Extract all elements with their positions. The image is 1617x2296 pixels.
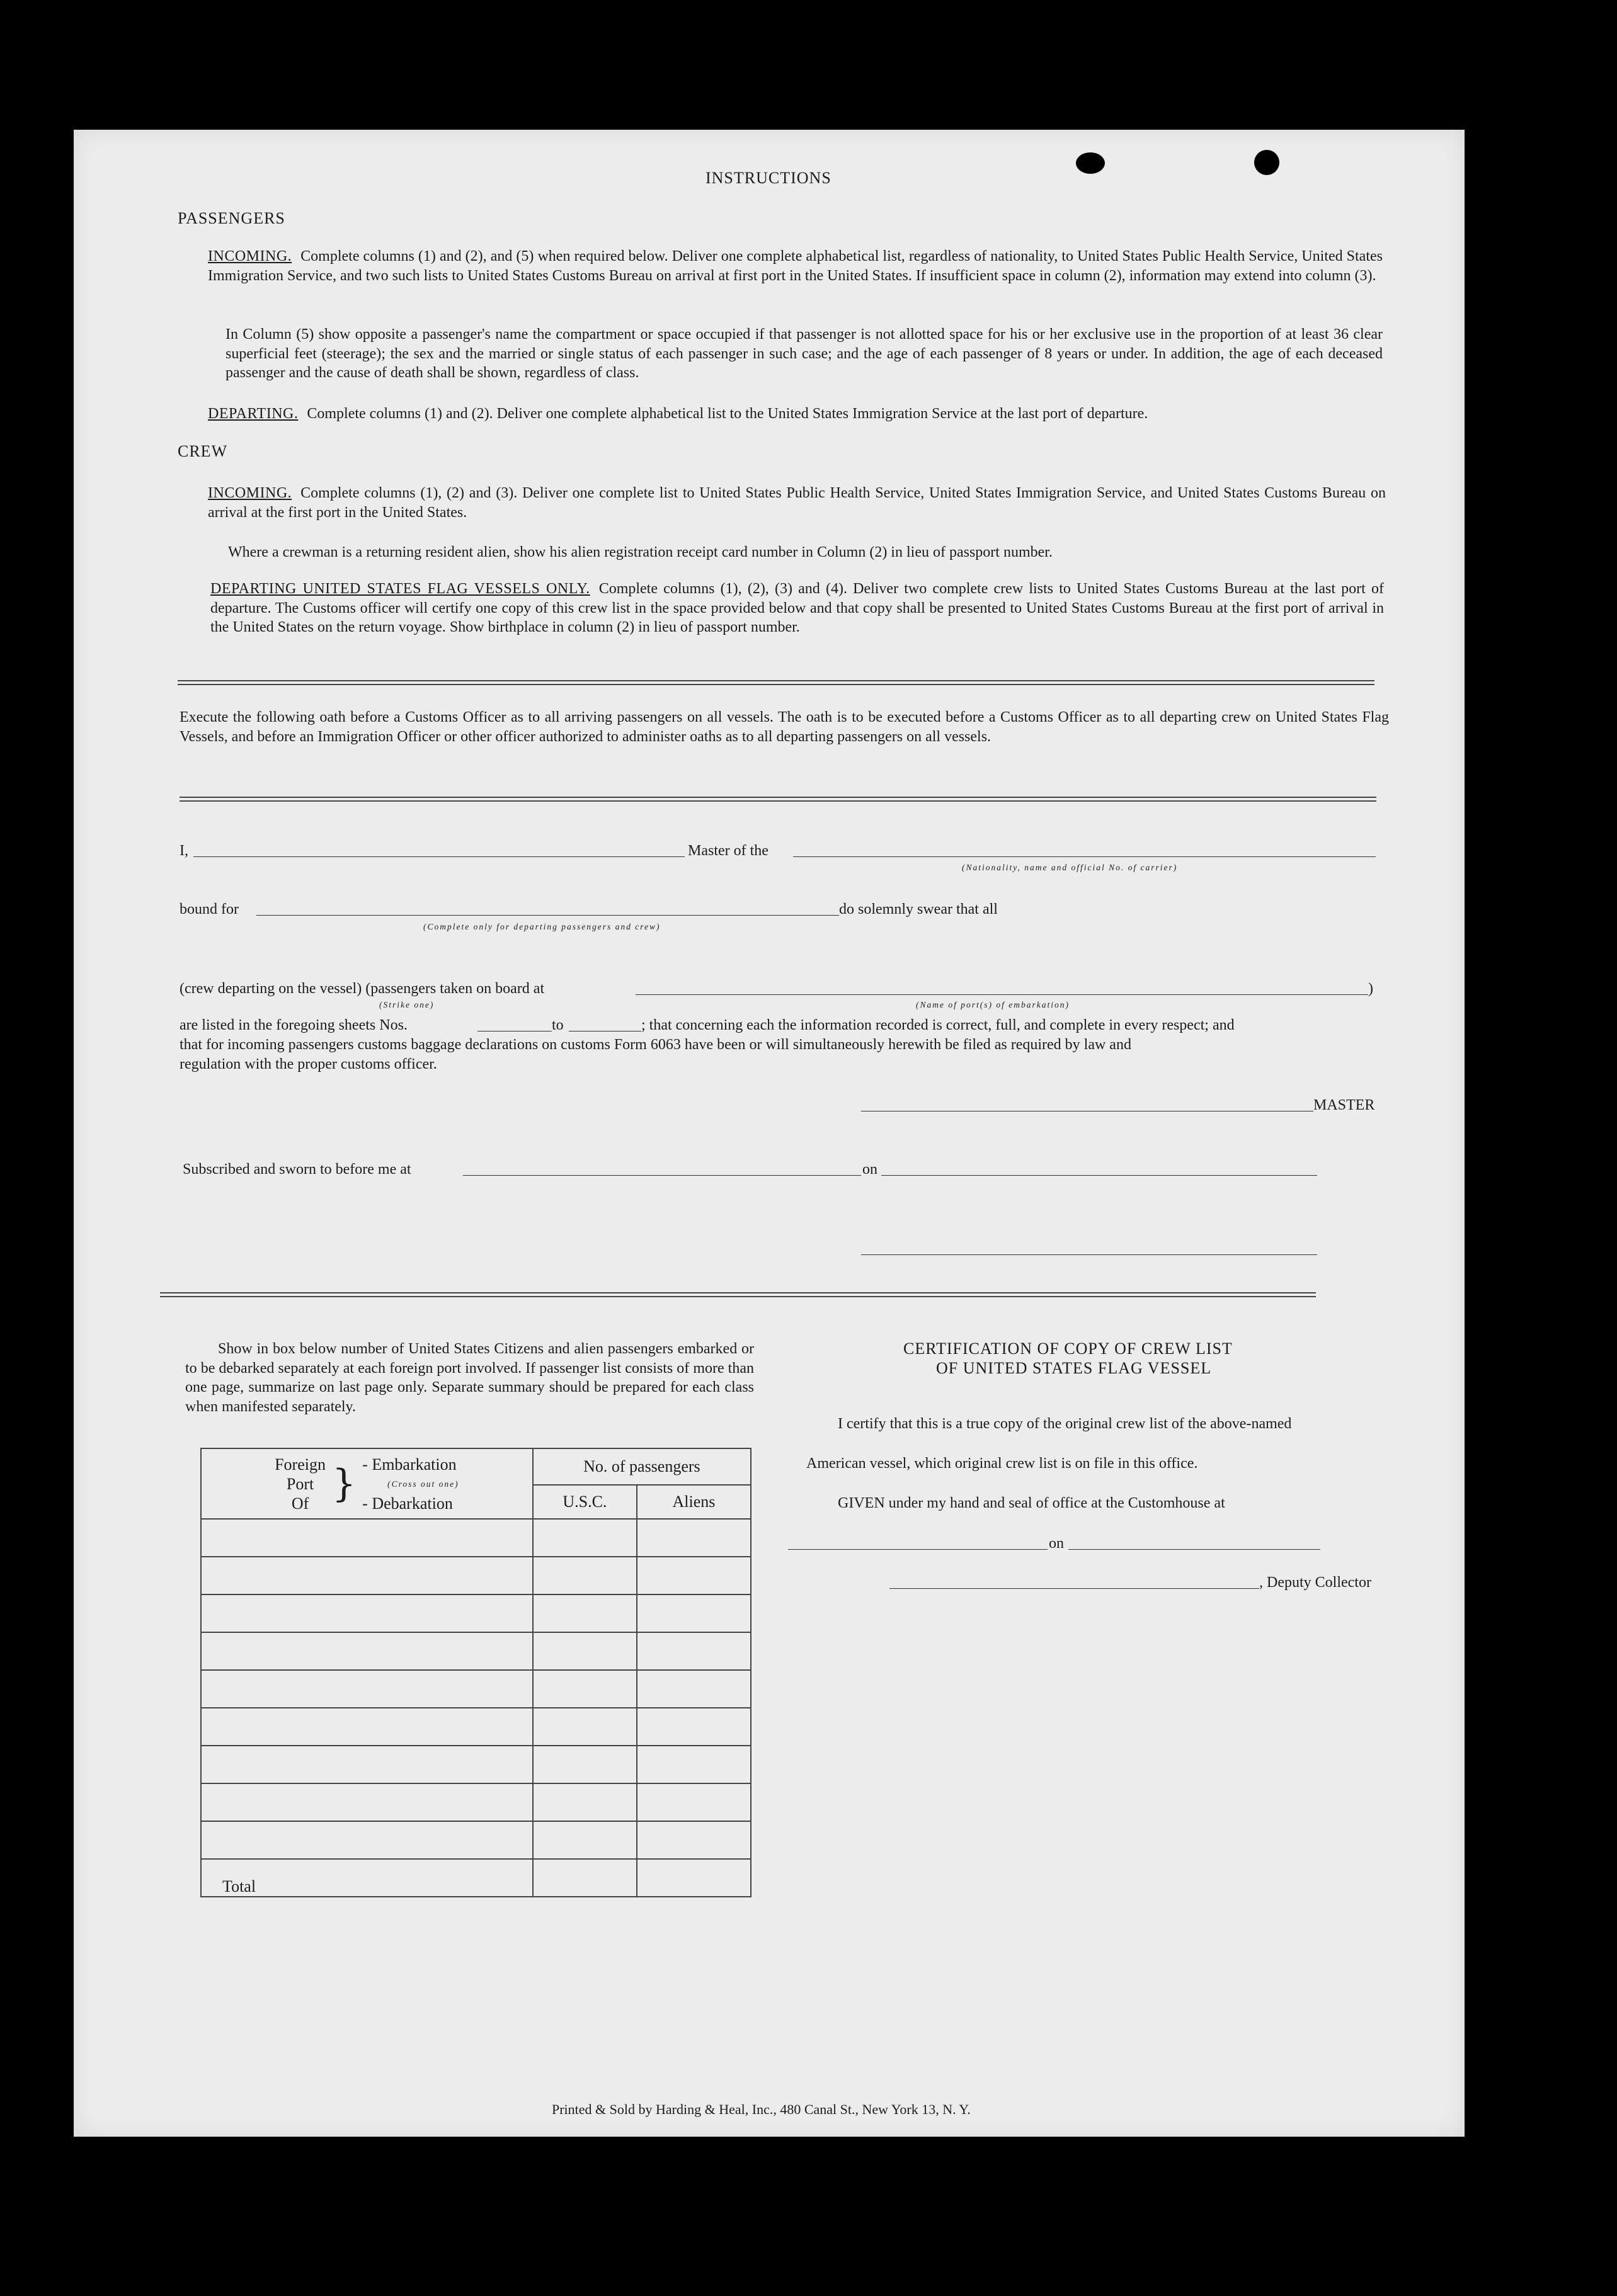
sheets-label: are listed in the foregoing sheets Nos. [180, 1017, 408, 1033]
crew-resident-text: Where a crewman is a returning resident alien, show his alien registration receipt card number in Column (2) in lieu of passport number. [228, 544, 1053, 560]
certify-line-2: American vessel, which original crew list is on file in this office. [806, 1455, 1198, 1472]
certification-title-2: OF UNITED STATES FLAG VESSEL [936, 1359, 1212, 1377]
port-cell[interactable] [201, 1670, 533, 1708]
certification-on-label: on [1049, 1535, 1064, 1552]
usc-header: U.S.C. [533, 1485, 637, 1519]
section-divider [180, 797, 1376, 802]
of-label: Of [291, 1494, 309, 1513]
aliens-cell[interactable] [637, 1594, 751, 1632]
master-label: MASTER [1313, 1097, 1375, 1113]
to-label: to [552, 1017, 564, 1033]
passengers-incoming-lead: INCOMING. [208, 248, 292, 264]
table-row [201, 1632, 751, 1670]
aliens-cell[interactable] [637, 1519, 751, 1557]
crew-departing-label: (crew departing on the vessel) (passengers taken on board at [180, 980, 545, 997]
customhouse-field[interactable] [788, 1549, 1048, 1550]
table-row [201, 1708, 751, 1746]
sheets-text-3: regulation with the proper customs officer. [180, 1056, 437, 1072]
usc-total-cell[interactable] [533, 1859, 637, 1897]
usc-cell[interactable] [533, 1519, 637, 1557]
port-cell[interactable] [201, 1746, 533, 1783]
given-line: GIVEN under my hand and seal of office at the Customhouse at [838, 1495, 1225, 1511]
debarkation-label: - Debarkation [362, 1494, 453, 1513]
table-row [201, 1783, 751, 1821]
port-hint: (Name of port(s) of embarkation) [916, 1000, 1070, 1009]
oath-i-label: I, [180, 843, 188, 859]
port-cell[interactable] [201, 1594, 533, 1632]
crew-departing-text: Complete columns (1), (2), (3) and (4). Deliver two complete crew lists to United States Customs Bureau at the last port of departure. The Customs officer will certify one copy of this crew list in the space provided below and that copy shall be presented to United States Customs Bureau at the first port of arrival in the United States on the return voyage. Show birthplace in column (2) in lieu of passport number. [210, 581, 1384, 635]
form-page [74, 130, 1465, 2137]
swear-label: do solemnly swear that all [839, 901, 998, 918]
usc-cell[interactable] [533, 1821, 637, 1859]
section-divider [178, 680, 1374, 685]
subscribed-date-field[interactable] [881, 1175, 1317, 1176]
crew-heading: CREW [178, 442, 228, 460]
summary-instructions: Show in box below number of United States Citizens and alien passengers embarked or to be debarked separately at each foreign port involved. If passenger list consists of more than one page, summarize on last page only. Separate summary should be prepared for each class when manifested separately. [185, 1341, 754, 1415]
passengers-departing-paragraph [208, 404, 1386, 424]
usc-cell[interactable] [533, 1594, 637, 1632]
oath-intro-paragraph: Execute the following oath before a Customs Officer as to all arriving passengers on all vessels. The oath is to be executed before a Customs Officer as to all departing crew on United States Flag Vessels, and before an Immigration Officer or other officer authorized to administer oaths as to all departing passengers on all vessels. [180, 709, 1389, 745]
port-cell[interactable] [201, 1708, 533, 1746]
total-label: Total [201, 1859, 533, 1897]
aliens-cell[interactable] [637, 1670, 751, 1708]
strike-hint: (Strike one) [379, 1000, 435, 1009]
usc-cell[interactable] [533, 1632, 637, 1670]
port-cell[interactable] [201, 1519, 533, 1557]
total-row [201, 1859, 751, 1897]
port-cell[interactable] [201, 1821, 533, 1859]
punch-hole-mark [1076, 152, 1105, 174]
crew-incoming-paragraph [208, 484, 1386, 522]
carrier-field[interactable] [793, 856, 1376, 857]
crew-departing-paragraph [210, 579, 1384, 637]
table-row [201, 1557, 751, 1594]
instructions-title: INSTRUCTIONS [706, 169, 831, 187]
passengers-column5-paragraph: In Column (5) show opposite a passenger's name the compartment or space occupied if that passenger is not allotted space for his or her exclusive use in the proportion of at least 36 clear superficial feet (steerage); the sex and the married or single status of each passenger in such case; and the age of each passenger of 8 years or under. In addition, the age of each deceased passenger and the cause of death shall be shown, regardless of class. [226, 326, 1383, 381]
table-row [201, 1821, 751, 1859]
punch-hole-mark [1254, 150, 1279, 175]
aliens-cell[interactable] [637, 1821, 751, 1859]
passengers-departing-lead: DEPARTING. [208, 406, 299, 422]
certification-title-1: CERTIFICATION OF COPY OF CREW LIST [903, 1339, 1233, 1358]
crew-incoming-lead: INCOMING. [208, 485, 292, 501]
printer-footer: Printed & Sold by Harding & Heal, Inc., 480 Canal St., New York 13, N. Y. [552, 2101, 971, 2117]
aliens-cell[interactable] [637, 1632, 751, 1670]
sheets-text-2: that for incoming passengers customs baggage declarations on customs Form 6063 have been or will simultaneously herewith be filed as required by law and [180, 1037, 1131, 1053]
usc-cell[interactable] [533, 1708, 637, 1746]
table-row [201, 1594, 751, 1632]
subscribed-on-label: on [862, 1161, 877, 1178]
table-row [201, 1746, 751, 1783]
certification-date-field[interactable] [1068, 1549, 1320, 1550]
passengers-incoming-paragraph [208, 247, 1383, 285]
passengers-incoming-text: Complete columns (1) and (2), and (5) when required below. Deliver one complete alphabetical list, regardless of nationality, to United States Public Health Service, United States Immigration Service, and two such lists to United States Customs Bureau on arrival at first port in the United States. If insufficient space in column (2), information may extend into column (3). [208, 248, 1383, 284]
passengers-departing-text: Complete columns (1) and (2). Deliver one complete alphabetical list to the United States Immigration Service at the last port of departure. [307, 406, 1148, 422]
crew-incoming-text: Complete columns (1), (2) and (3). Deliver one complete list to United States Public Health Service, United States Immigration Service, and United States Customs Bureau on arrival at the first port in the United States. [208, 485, 1386, 521]
cross-out-hint: (Cross out one) [387, 1479, 459, 1489]
aliens-cell[interactable] [637, 1746, 751, 1783]
master-of-label: Master of the [688, 843, 769, 859]
port-header-cell [201, 1448, 533, 1519]
passenger-summary-table [200, 1448, 751, 1897]
aliens-total-cell[interactable] [637, 1859, 751, 1897]
officer-signature-field[interactable] [861, 1254, 1317, 1255]
foreign-label: Foreign [275, 1455, 326, 1474]
subscribed-label: Subscribed and sworn to before me at [183, 1161, 411, 1178]
deputy-collector-label: , Deputy Collector [1259, 1574, 1371, 1591]
master-name-field[interactable] [193, 856, 685, 857]
bound-for-field[interactable] [256, 915, 839, 916]
table-row [201, 1670, 751, 1708]
usc-cell[interactable] [533, 1783, 637, 1821]
aliens-cell[interactable] [637, 1708, 751, 1746]
port-label: Port [286, 1474, 314, 1493]
bound-for-label: bound for [180, 901, 239, 918]
passengers-heading: PASSENGERS [178, 209, 285, 227]
subscribed-place-field[interactable] [463, 1175, 861, 1176]
bound-hint: (Complete only for departing passengers and crew) [423, 922, 661, 931]
deputy-collector-signature-field[interactable] [889, 1588, 1259, 1589]
usc-cell[interactable] [533, 1670, 637, 1708]
aliens-header: Aliens [637, 1485, 751, 1519]
usc-cell[interactable] [533, 1746, 637, 1783]
port-cell[interactable] [201, 1783, 533, 1821]
aliens-cell[interactable] [637, 1783, 751, 1821]
brace-icon: } [331, 1462, 357, 1506]
aliens-cell[interactable] [637, 1557, 751, 1594]
close-paren: ) [1368, 980, 1373, 997]
sheets-text-end: ; that concerning each the information recorded is correct, full, and complete in every respect; and [641, 1017, 1235, 1033]
no-of-passengers-header: No. of passengers [533, 1448, 751, 1485]
usc-cell[interactable] [533, 1557, 637, 1594]
embarkation-port-field[interactable] [636, 994, 1368, 995]
table-row [201, 1519, 751, 1557]
crew-departing-lead: DEPARTING UNITED STATES FLAG VESSELS ONLY. [210, 581, 590, 597]
port-cell[interactable] [201, 1557, 533, 1594]
port-cell[interactable] [201, 1632, 533, 1670]
embarkation-label: - Embarkation [362, 1455, 457, 1474]
section-divider [160, 1292, 1316, 1297]
certify-line-1: I certify that this is a true copy of the original crew list of the above-named [838, 1416, 1292, 1432]
carrier-hint: (Nationality, name and official No. of carrier) [962, 863, 1178, 872]
